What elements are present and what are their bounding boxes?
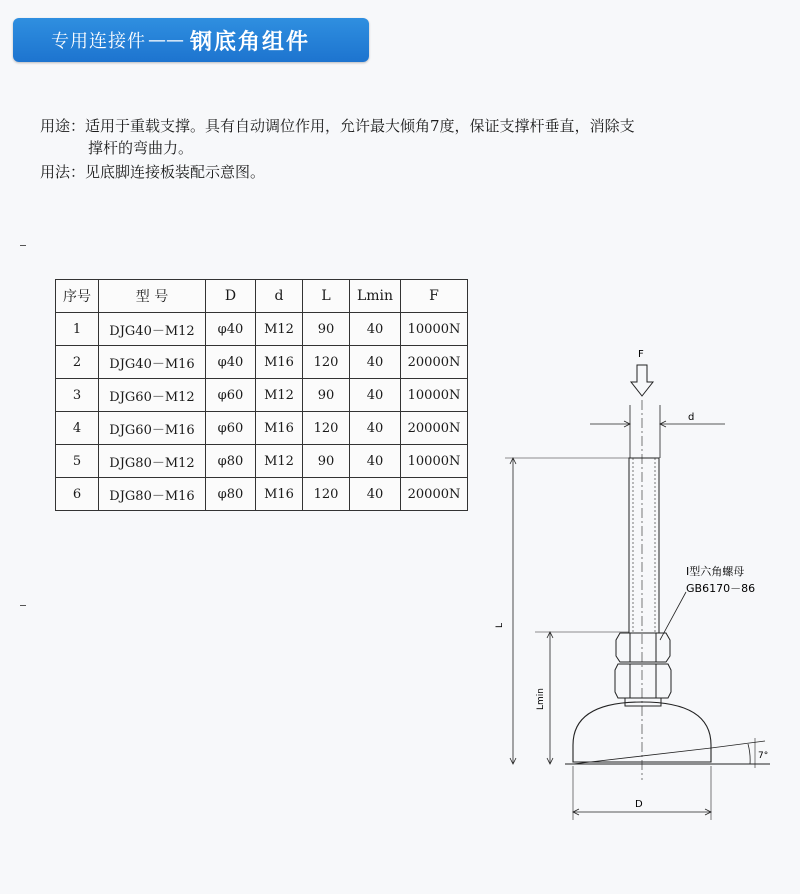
force-arrow-icon <box>631 365 653 396</box>
table-cell: 40 <box>350 313 401 346</box>
table-cell: DJG40－M12 <box>99 313 206 346</box>
table-cell: 10000N <box>401 445 468 478</box>
table-cell: 40 <box>350 379 401 412</box>
table-cell: DJG80－M12 <box>99 445 206 478</box>
margin-tick <box>20 245 26 246</box>
table-cell: 40 <box>350 445 401 478</box>
table-cell: 20000N <box>401 346 468 379</box>
table-cell: φ80 <box>206 445 256 478</box>
method-paragraph <box>40 161 265 183</box>
table-cell: 40 <box>350 412 401 445</box>
table-cell: 120 <box>303 412 350 445</box>
table-cell: 10000N <box>401 379 468 412</box>
spec-table <box>55 279 468 511</box>
table-cell: φ60 <box>206 412 256 445</box>
table-cell: M16 <box>256 412 303 445</box>
table-header-row <box>56 280 468 313</box>
table-cell: 10000N <box>401 313 468 346</box>
banner-category: 专用连接件 <box>51 31 146 52</box>
banner-dash: —— <box>148 29 184 51</box>
col-header-F: F <box>401 280 468 313</box>
table-cell: DJG60－M16 <box>99 412 206 445</box>
table-cell: φ60 <box>206 379 256 412</box>
col-header-D: D <box>206 280 256 313</box>
nut-label-line2: GB6170－86 <box>686 582 756 595</box>
banner-title: 钢底角组件 <box>190 29 311 55</box>
table-cell: 20000N <box>401 478 468 511</box>
foot-assembly-drawing <box>480 340 790 880</box>
usage-label: 用途： <box>40 117 86 135</box>
d-label: d <box>688 412 695 423</box>
table-cell: DJG80－M16 <box>99 478 206 511</box>
margin-tick <box>20 605 26 606</box>
table-cell: 120 <box>303 346 350 379</box>
table-cell: DJG40－M16 <box>99 346 206 379</box>
table-cell: M12 <box>256 445 303 478</box>
table-cell: 20000N <box>401 412 468 445</box>
table-row <box>56 445 468 478</box>
table-cell: M12 <box>256 379 303 412</box>
usage-text-line2: 撑杆的弯曲力。 <box>88 139 194 157</box>
nut-label-line1: I型六角螺母 <box>686 565 745 578</box>
table-cell: φ40 <box>206 313 256 346</box>
table-cell: M12 <box>256 313 303 346</box>
table-cell: 40 <box>350 478 401 511</box>
table-cell: 4 <box>56 412 99 445</box>
usage-text-line1: 适用于重载支撑。具有自动调位作用，允许最大倾角7度，保证支撑杆垂直，消除支 <box>85 117 635 135</box>
Lmin-label: Lmin <box>536 688 546 710</box>
table-cell: 90 <box>303 379 350 412</box>
table-row <box>56 313 468 346</box>
table-cell: M16 <box>256 478 303 511</box>
L-label: L <box>495 622 505 628</box>
usage-paragraph <box>40 115 740 159</box>
D-label: D <box>635 799 643 810</box>
table-row <box>56 346 468 379</box>
table-cell: 120 <box>303 478 350 511</box>
col-header-d: d <box>256 280 303 313</box>
table-cell: 90 <box>303 313 350 346</box>
table-cell: φ40 <box>206 346 256 379</box>
table-row <box>56 478 468 511</box>
angle-label: 7° <box>758 751 769 761</box>
table-row <box>56 412 468 445</box>
table-cell: 90 <box>303 445 350 478</box>
table-cell: M16 <box>256 346 303 379</box>
col-header-index: 序号 <box>56 280 99 313</box>
title-banner <box>13 18 369 62</box>
col-header-model: 型 号 <box>99 280 206 313</box>
table-cell: φ80 <box>206 478 256 511</box>
table-cell: 6 <box>56 478 99 511</box>
table-cell: 3 <box>56 379 99 412</box>
table-cell: 1 <box>56 313 99 346</box>
table-cell: 40 <box>350 346 401 379</box>
force-label: F <box>638 349 644 360</box>
table-cell: 5 <box>56 445 99 478</box>
table-cell: DJG60－M12 <box>99 379 206 412</box>
col-header-L: L <box>303 280 350 313</box>
col-header-Lmin: Lmin <box>350 280 401 313</box>
table-row <box>56 379 468 412</box>
table-cell: 2 <box>56 346 99 379</box>
method-text: 见底脚连接板装配示意图。 <box>85 163 266 181</box>
method-label: 用法： <box>40 163 86 181</box>
